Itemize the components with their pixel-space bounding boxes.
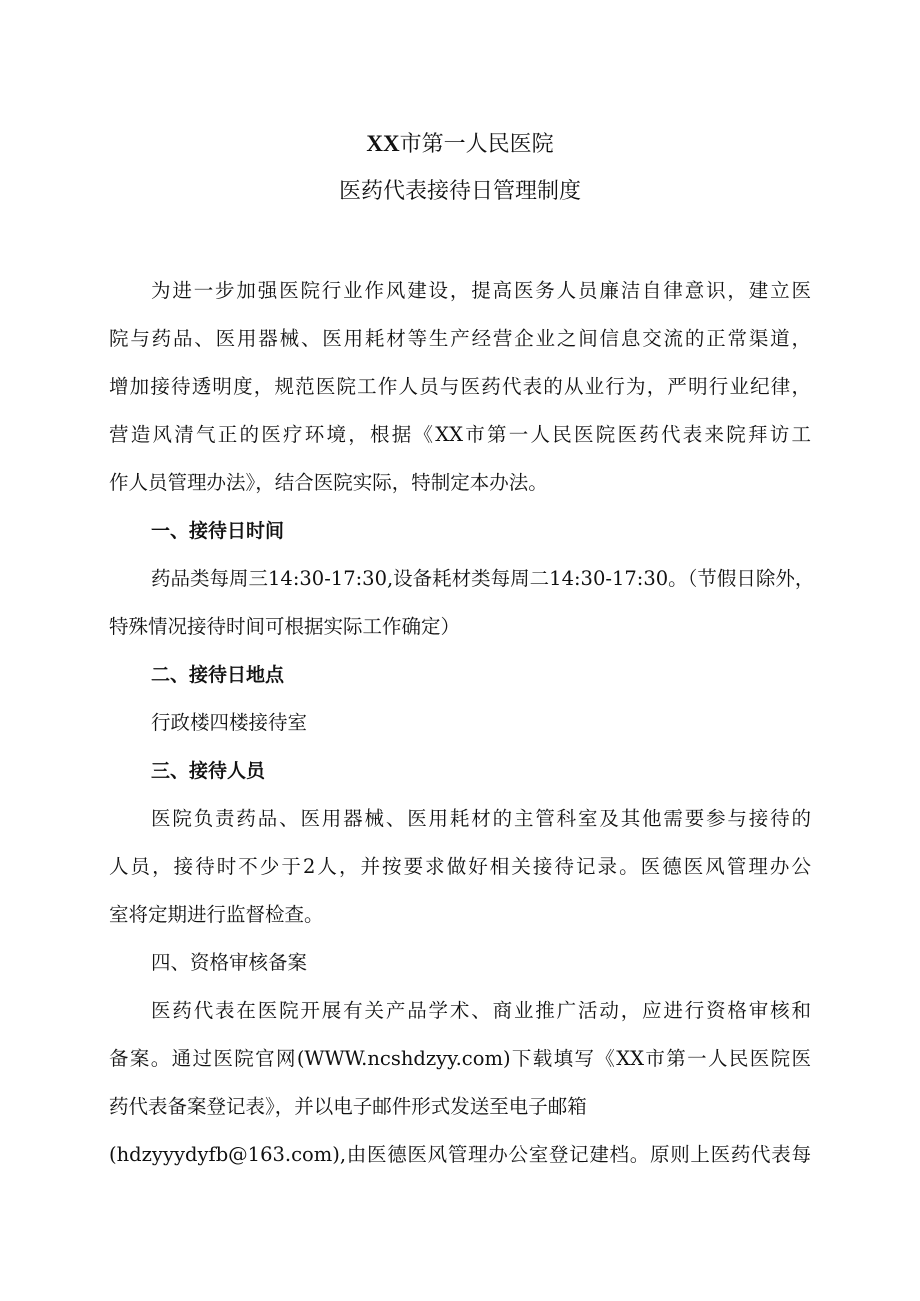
section-1-line-2: 特殊情况接待时间可根据实际工作确定）	[109, 615, 461, 638]
intro-line-2: 院与药品、医用器械、医用耗材等生产经营企业之间信息交流的正常渠道，	[109, 327, 811, 350]
section-3-heading: 三、接待人员	[151, 760, 266, 782]
section-3-line-2: 人员，接待时不少于2人，并按要求做好相关接待记录。医德医风管理办公	[109, 855, 811, 878]
section-4-line-4: (hdzyyydyfb@163.com),由医德医风管理办公室登记建档。原则上医药代表每	[109, 1143, 811, 1166]
intro-line-1: 为进一步加强医院行业作风建设，提高医务人员廉洁自律意识，建立医	[151, 279, 811, 302]
section-4-line-2: 备案。通过医院官网(WWW.ncshdzyy.com)下载填写《XX市第一人民医院医	[109, 1047, 811, 1070]
section-1-line-1: 药品类每周三14:30-17:30,设备耗材类每周二14:30-17:30。（节假日除外，	[151, 567, 815, 590]
section-3-line-3: 室将定期进行监督检查。	[109, 903, 324, 926]
document-title-line-2: 医药代表接待日管理制度	[338, 179, 581, 204]
title-hospital-name: 市第一人民医院	[399, 132, 554, 157]
title-bold-prefix: XX	[366, 131, 400, 156]
intro-line-4: 营造风清气正的医疗环境，根据《XX市第一人民医院医药代表来院拜访工	[109, 423, 811, 446]
section-4-heading: 四、资格审核备案	[151, 951, 308, 974]
section-2-heading: 二、接待日地点	[151, 664, 285, 686]
document-title-line-1	[0, 129, 920, 160]
section-1-heading: 一、接待日时间	[151, 520, 285, 542]
section-2-line-1: 行政楼四楼接待室	[151, 711, 308, 734]
section-4-line-1: 医药代表在医院开展有关产品学术、商业推广活动，应进行资格审核和	[151, 999, 811, 1022]
section-4-line-3: 药代表备案登记表》，并以电子邮件形式发送至电子邮箱	[109, 1095, 587, 1118]
intro-line-5: 作人员管理办法》，结合医院实际，特制定本办法。	[109, 471, 548, 494]
section-3-line-1: 医院负责药品、医用器械、医用耗材的主管科室及其他需要参与接待的	[151, 807, 811, 830]
intro-line-3: 增加接待透明度，规范医院工作人员与医药代表的从业行为，严明行业纪律，	[109, 375, 811, 398]
